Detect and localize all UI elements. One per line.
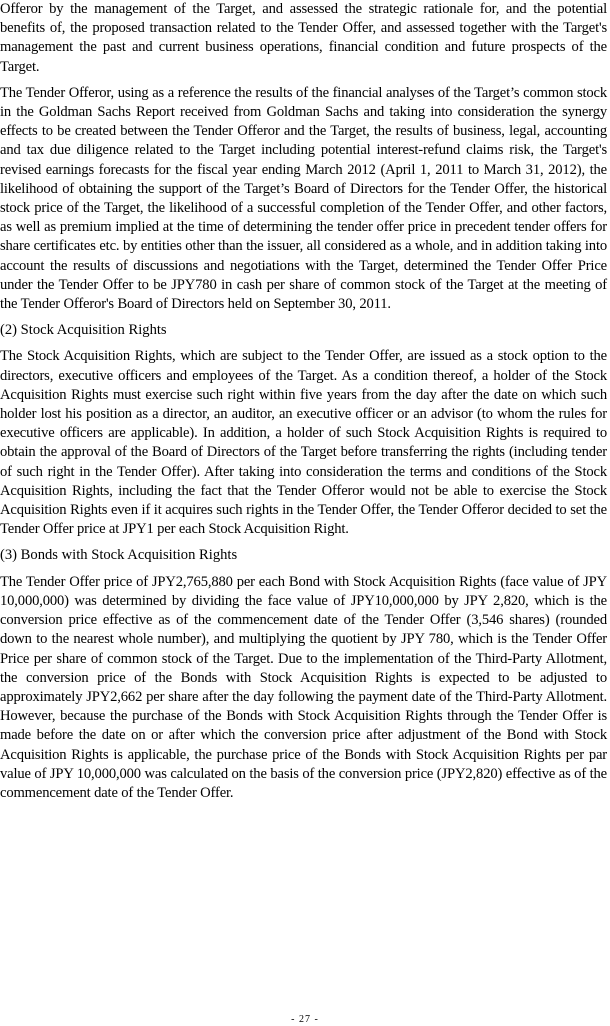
paragraph-tender-offeror-assessment: Offeror by the management of the Target, and assessed the strategic rationale for, and the potential benefits of, the proposed transaction related to the Tender Offer, and assessed together with the Target's management the past and current business operations, financial condition and future prospects of the Target. (0, 1, 607, 75)
paragraph-bonds-with-stock-acquisition-rights: The Tender Offer price of JPY2,765,880 per each Bond with Stock Acquisition Rights (face value of JPY 10,000,000) was determined by dividing the face value of JPY10,000,000 by JPY 2,820, which is the conversion price effective as of the commencement date of the Tender Offer (3,546 shares) (rounded down to the nearest whole number), and multiplying the quotient by JPY 780, which is the Tender Offer Price per share of common stock of the Target. Due to the implementation of the Third-Party Allotment, the conversion price of the Bonds with Stock Acquisition Rights is expected to be adjusted to approximately JPY2,662 per share after the day following the payment date of the Third-Party Allotment. However, because the purchase of the Bonds with Stock Acquisition Rights through the Tender Offer is made before the date on or after which the conversion price after adjustment of the Bond with Stock Acquisition Rights is applicable, the purchase price of the Bonds with Stock Acquisition Rights per par value of JPY 10,000,000 was calculated on the basis of the conversion price (JPY2,820) effective as of the commencement date of the Tender Offer. (0, 573, 607, 801)
page-number: - 27 - (291, 1014, 319, 1025)
heading-bonds-with-stock-acquisition-rights: (3) Bonds with Stock Acquisition Rights (0, 547, 238, 564)
paragraph-stock-acquisition-rights: The Stock Acquisition Rights, which are subject to the Tender Offer, are issued as a stock option to the directors, executive officers and employees of the Target. As a condition thereof, a holder of the Stock Acquisition Rights must exercise such right within five years from the day after the date on which such holder lost his position as a director, an auditor, an executive officer or an advisor (to whom the rules for executive officers are applicable). In addition, a holder of such Stock Acquisition Rights is required to obtain the approval of the Board of Directors of the Target before transferring the rights (including tender of such right in the Tender Offer). After taking into consideration the terms and conditions of the Stock Acquisition Rights, including the fact that the Tender Offeror would not be able to exercise the Stock Acquisition Rights even if it acquires such rights in the Tender Offer, the Tender Offeror decided to set the Tender Offer price at JPY1 per each Stock Acquisition Right. (0, 348, 607, 538)
paragraph-tender-offer-price-determination: The Tender Offeror, using as a reference the results of the financial analyses of the Target’s common stock in the Goldman Sachs Report received from Goldman Sachs and taking into consideration the synergy effects to be created between the Tender Offeror and the Target, the results of business, legal, accounting and tax due diligence related to the Target including potential interest-refund claims risk, the Target's revised earnings forecasts for the fiscal year ending March 2012 (April 1, 2011 to March 31, 2012), the likelihood of obtaining the support of the Target’s Board of Directors for the Tender Offer, the historical stock price of the Target, the likelihood of a successful completion of the Tender Offer, and other factors, as well as premium implied at the time of determining the tender offer price in precedent tender offers for share certificates etc. by entities other than the issuer, all considered as a whole, and in addition taking into account the results of discussions and negotiations with the Target, determined the Tender Offer Price under the Tender Offer to be JPY780 in cash per share of common stock of the Target at the meeting of the Tender Offeror's Board of Directors held on September 30, 2011. (0, 84, 607, 313)
heading-stock-acquisition-rights: (2) Stock Acquisition Rights (0, 322, 167, 339)
